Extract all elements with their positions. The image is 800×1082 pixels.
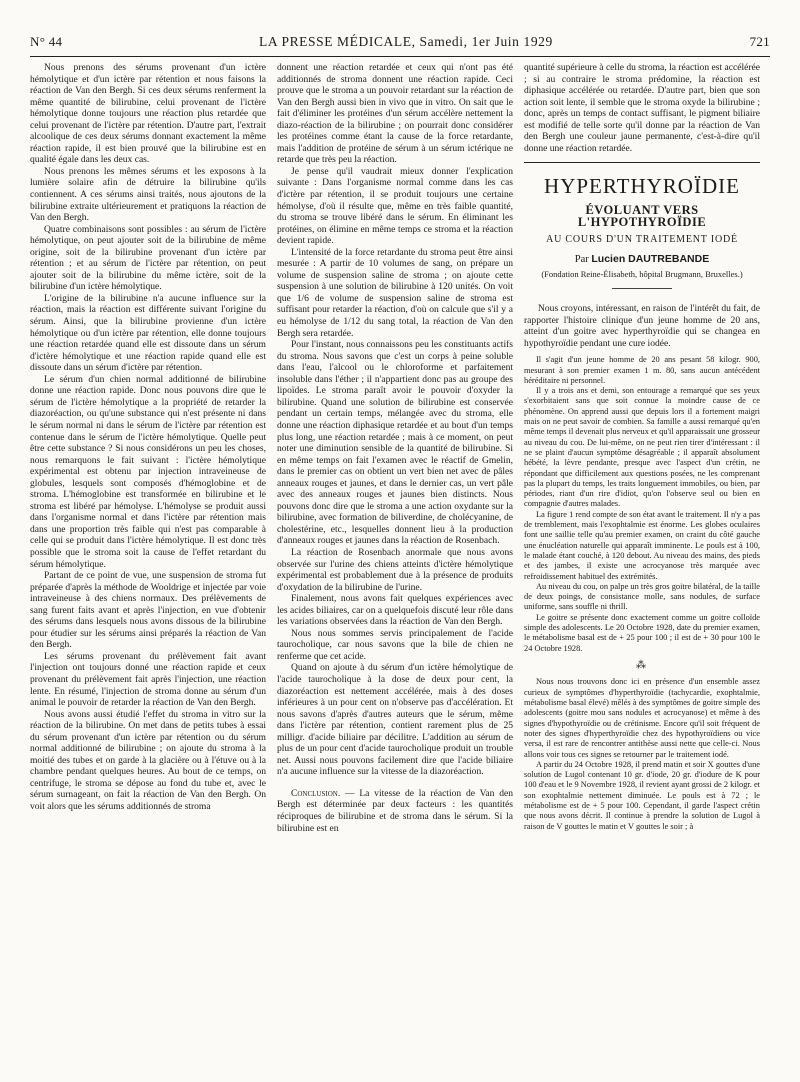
article-separator-rule bbox=[524, 162, 760, 163]
article-subsubtitle: AU COURS D'UN TRAITEMENT IODÉ bbox=[546, 234, 738, 246]
header-rule bbox=[30, 56, 770, 57]
paragraph: Nous avons aussi étudié l'effet du stroma in vitro sur la réaction de la bilirubine. On met dans de petits tubes à essai du sérum provenant d'un ictère par rétention ou du sérum normal additionné de bilirubine ; on ajoute du stroma à la moitié des tubes et on garde à la glacière ou à l'étuve ou à la chambre pendant quelques heures. Au bout de ce temps, on centrifuge, le stroma se dépose au fond du tube et, avec le sérum surnageant, on fait la réaction de Van den Bergh. On voit alors que les sérums additionnés de stroma bbox=[30, 708, 266, 812]
paragraph: La figure 1 rend compte de son état avant le traitement. Il n'y a pas de tremblement, mais l'exophtalmie est énorme. Les globes oculaires font une saillie telle qu'au premier examen, on craint du côté gauche une énucléation naturelle qui apparaît imminente. Le pouls est à 100, le malade étant couché, à 120 debout. Au niveau des mains, des pieds et des jambes, il existe une acrocyanose très marquée avec refroidissement habituel des extrémités. bbox=[524, 509, 760, 581]
paragraph: Nous prenons des sérums provenant d'un ictère hémolytique et d'un ictère par rétention et nous faisons la réaction de Van den Bergh. Si ces deux sérums renferment la même quantité de bilirubine, celui provenant de l'ictère hémolytique donne toujours une réaction plus retardée que celui provenant de l'ictère par rétention. D'autre part, l'extrait alcoolique de ces deux sérums donnant exactement la même réaction rapide, il est bien prouvé que la bilirubine est en qualité égale dans les deux cas. bbox=[30, 62, 266, 166]
conclusion-label: Conclusion. bbox=[291, 787, 341, 799]
column-1 bbox=[30, 62, 266, 1072]
heading-rule bbox=[612, 288, 672, 289]
paragraph: A partir du 24 Octobre 1928, il prend matin et soir X gouttes d'une solution de Lugol contenant 10 gr. d'iode, 20 gr. d'iodure de K pour 100 d'eau et le 9 Novembre 1928, il revient ayant grossi de 2 kilogr. et son exophtalmie nettement diminuée. Le pouls est à 72 ; le métabolisme est de + 5 pour 100. Cependant, il garde l'aspect crétin que nous avons décrit. Il continue à prendre la solution de Lugol à raison de V gouttes le matin et V gouttes le soir ; à bbox=[524, 759, 760, 831]
column-3 bbox=[524, 62, 760, 1072]
paragraph: Je pense qu'il vaudrait mieux donner l'explication suivante : Dans l'organisme normal comme dans les cas d'ictère par rétention, il se produit toujours une certaine hémolyse, d'où il résulte que, même en très faible quantité, du stroma se trouve libéré dans le sérum. En éliminant les protéines, on élimine en même temps ce stroma et la réaction devient rapide. bbox=[277, 165, 513, 247]
paragraph: Partant de ce point de vue, une suspension de stroma fut préparée d'après la méthode de Wooldrige et injectée par voie intraveineuse à des chiens normaux. Des prélèvements de sang furent faits avant et après l'injection, en vue d'obtenir des sérums dans lesquels nous avons dissous de la bilirubine pour étudier sur les sérums ainsi préparés la réaction de Van den Bergh. bbox=[30, 570, 266, 651]
paragraph: Pour l'instant, nous connaissons peu les constituants actifs du stroma. Nous savons que c'est un corps à peine soluble dans l'eau, l'alcool ou le chloroforme et parfaitement insoluble dans l'éther ; il n'appartient donc pas au groupe des lipoïdes. Le stroma paraît avoir le pouvoir d'oxyder la bilirubine. Quand une solution de bilirubine est conservée pendant un certain temps, mélangée avec du stroma, elle donne une réaction diphasique retardée et au bout d'un temps plus long, une réaction retardée ; mais à ce moment, on peut noter une diminution sensible de la quantité de bilirubine. Si en même temps on fait l'examen avec le réactif de Gmelin, dans le premier cas on obtient un vert bien net avec de pâles anneaux rouges et jaunes, et dans le dernier cas, un vert pâle avec des anneaux rouges et jaunes bien distincts. Nous pouvons donc dire que le stroma a une action oxydante sur la bilirubine, avec formation de biliverdine, de cholécyanine, de cholestérine, etc., lesquelles donnent lieu à la production d'anneaux rouges et jaunes dans la réaction de Rosenbach. bbox=[277, 339, 513, 547]
paragraph: Nous prenons les mêmes sérums et les exposons à la lumière solaire afin de détruire la bilirubine qu'ils contiennent. A ces sérums ainsi traités, nous ajoutons de la bilirubine extraite ultérieurement et pratiquons la réaction de Van den Bergh. bbox=[30, 165, 266, 224]
page-number: 721 bbox=[749, 34, 770, 49]
text-columns bbox=[30, 62, 770, 1072]
paragraph: Nous nous trouvons donc ici en présence d'un ensemble assez curieux de symptômes d'hyperthyroïdie (tachycardie, exophtalmie, métabolisme basal élevé) mêlés à des symptômes de goitre simple des adolescents (goitre mou sans nodules et acrocyanose) et même à des signes d'hypothyroïdie ou de crétinisme. Encore qu'il soit fréquent de noter des signes d'hyperthyroïdie chez des hypothyroïdiens ou vice versa, il est rare de rencontrer antithèse aussi nette que celle-ci. Nous allons voir tous ces signes se retourner par le traitement iodé. bbox=[524, 677, 760, 759]
article-title: HYPERTHYROÏDIE bbox=[544, 174, 740, 199]
author-name: Lucien DAUTREBANDE bbox=[591, 253, 710, 266]
discussion bbox=[524, 677, 760, 831]
paragraph: Quand on ajoute à du sérum d'un ictère hémolytique de l'acide taurocholique à la dose de deux pour cent, la diazoréaction est nettement accélérée, mais à des doses inférieures à un pour cent on n'observe pas d'accélération. Et nous savons d'après d'autres auteurs que le sérum, même dans l'ictère par rétention, contient rarement plus de 25 milligr. d'acide biliaire par décilitre. L'addition au sérum de plus de un pour cent d'acide taurocholique produit un trouble net. Aussi nous pouvons facilement dire que l'acide biliaire n'a aucune influence sur la vitesse de la diazoréaction. bbox=[277, 662, 513, 778]
paragraph: Au niveau du cou, on palpe un très gros goitre bilatéral, de la taille de deux poings, de consistance molle, sans nodules, de surface uniforme, sans souffle ni thrill. bbox=[524, 581, 760, 612]
column-3-continuation bbox=[524, 62, 760, 154]
paragraph: Le sérum d'un chien normal additionné de bilirubine donne une réaction rapide. Donc nous pouvons dire que le sérum de l'ictère hémolytique a la propriété de retarder la diazoréaction, ou qu'une substance qui n'est présente ni dans le sérum normal ni dans le sérum de l'ictère par rétention est contenue dans le sérum de l'ictère hémolytique. Quelle peut être cette substance ? Si nous considérons un peu les choses, nous remarquons le fait suivant : l'ictère hémolytique expérimental est obtenu par injection intraveineuse de globules, lesquels sont composés d'hémoglobine et de stroma. L'hémoglobine est transformée en bilirubine et le stroma est libéré par hémolyse. L'hémolyse se produit aussi dans l'organisme normal et dans l'ictère par rétention mais dans une proportion très faible qui n'est pas comparable à celle qui se produit dans l'ictère hémolytique. Il est donc très possible que le stroma soit la cause de l'effet retardant du sérum hémolytique. bbox=[30, 373, 266, 570]
paragraph: Les sérums provenant du prélèvement fait avant l'injection ont toujours donné une réaction rapide et ceux provenant du prélèvement fait après l'injection, une réaction lente. En résumé, l'injection de stroma donne au sérum d'un animal le pouvoir de retarder la réaction de Van den Bergh. bbox=[30, 650, 266, 709]
journal-title: LA PRESSE MÉDICALE, Samedi, 1er Juin 1929 bbox=[259, 34, 553, 49]
issue-number: N° 44 bbox=[30, 34, 63, 49]
paragraph: La réaction de Rosenbach anormale que nous avons observée sur l'urine des chiens atteints d'ictère hémolytique expérimental est probablement due à la présence de produits d'oxydation de la bilirubine de l'urine. bbox=[277, 546, 513, 593]
conclusion-paragraph bbox=[277, 788, 513, 834]
paragraph: Finalement, nous avons fait quelques expériences avec les acides biliaires, car on a quelquefois discuté leur rôle dans les variations observées dans la réaction de Van den Bergh. bbox=[277, 593, 513, 628]
article-intro: Nous croyons, intéressant, en raison de l'intérêt du fait, de rapporter l'histoire clinique d'un jeune homme de 20 ans, atteint d'un goitre avec hyperthyroïdie qui se changea en hypothyroïdie pendant une cure iodée. bbox=[524, 303, 760, 349]
article-subtitle: ÉVOLUANT VERS L'HYPOTHYROÏDIE bbox=[577, 203, 707, 229]
paragraph: Il s'agit d'un jeune homme de 20 ans pesant 58 kilogr. 900, mesurant à son premier examen 1 m. 80, sans aucun antécédent héréditaire ni personnel. bbox=[524, 355, 760, 385]
author-affiliation: (Fondation Reine-Élisabeth, hôpital Brugmann, Bruxelles.) bbox=[541, 268, 743, 279]
column-2 bbox=[277, 62, 513, 1072]
paragraph: Nous nous sommes servis principalement de l'acide taurocholique, car nous savons que la bile de chien ne renferme que cet acide. bbox=[277, 627, 513, 662]
paragraph: Quatre combinaisons sont possibles : au sérum de l'ictère hémolytique, on peut ajouter soit de la bilirubine de même origine, soit de la bilirubine provenant d'un ictère par rétention ; et au sérum de l'ictère par rétention, on peut ajouter soit de la bilirubine du même ictère, soit de la bilirubine d'un ictère hémolytique. bbox=[30, 223, 266, 293]
article-byline: Par Lucien DAUTREBANDE bbox=[574, 253, 710, 266]
section-asterism: ⁂ bbox=[636, 659, 648, 671]
case-report bbox=[524, 355, 760, 654]
running-header bbox=[30, 34, 770, 54]
paragraph: quantité supérieure à celle du stroma, la réaction est accélérée ; si au contraire le stroma prédomine, la réaction est diphasique accélérée ou retardée. D'autre part, bien que son action soit lente, il semble que le stroma oxyde la bilirubine ; donc, après un temps de contact suffisant, le pigment biliaire est modifié de telle sorte qu'il donne par la réaction de Van den Bergh une couleur jaune permanente, c'est-à-dire qu'il donne une réaction retardée. bbox=[524, 62, 760, 154]
paragraph: L'origine de la bilirubine n'a aucune influence sur la réaction, mais la réaction est différente suivant l'origine du sérum. Ainsi, que la bilirubine provienne d'un ictère hémolytique ou d'un ictère par rétention, elle donne toujours une réaction retardée quand elle est dissoute dans un sérum d'ictère hémolytique et une réaction rapide quand elle est dissoute dans un sérum d'ictère par rétention. bbox=[30, 292, 266, 374]
paragraph: Il y a trois ans et demi, son entourage a remarqué que ses yeux s'exorbitaient sans que soit connue la moindre cause de ce phénomène. On apprend aussi que depuis lors il a fortement maigri mais on ne peut savoir de combien. Sa famille a aussi remarqué qu'en même temps il devenait plus nerveux et qu'il apparaissait une grosseur au niveau du cou. De lui-même, on ne peut rien tirer d'intéressant : il ne se plaint d'aucun symptôme désagréable ; il apparaît absolument hébété, la lèvre pendante, presque avec l'aspect d'un crétin, ne répondant que difficilement aux questions posées, ne les comprenant pas la plupart du temps, les traits longuement immobiles, ou bien, par périodes, riant d'un rire d'idiot, qu'on l'observe seul ou bien en compagnie d'autres malades. bbox=[524, 386, 760, 509]
paragraph: Le goitre se présente donc exactement comme un goitre colloïde simple des adolescents. Le 20 Octobre 1928, date du premier examen, le métabolisme basal est de + 25 pour 100 ; il est de + 30 pour 100 le 24 Octobre 1928. bbox=[524, 612, 760, 653]
article-heading bbox=[524, 173, 760, 295]
paragraph: donnent une réaction retardée et ceux qui n'ont pas été additionnés de stroma donnent une réaction rapide. Ceci prouve que le stroma a un pouvoir retardant sur la réaction de Van den Bergh aussi bien in vivo que in vitro. On sait que le fait d'éliminer les protéines d'un sérum accélère nettement la diazo-réaction de la bilirubine ; on pourrait donc considérer les protéines comme étant la cause de la force retardante, mais l'addition de protéine de sérum à un sérum ictérique ne retarde que très peu la réaction. bbox=[277, 62, 513, 166]
conclusion-text: — La vitesse de la réaction de Van den Bergh est déterminée par deux facteurs : les quantités réciproques de bilirubine et de stroma dans le sérum. Si la bilirubine est en bbox=[277, 787, 513, 834]
paragraph: L'intensité de la force retardante du stroma peut être ainsi mesurée : A partir de 10 volumes de sang, on prépare un volume de suspension saline de stroma ; on ajoute cette suspension à une solution de bilirubine à 120 unités. On voit que 1/6 de volume de suspension saline de stroma est suffisant pour retarder la réaction, d'où on calcule que s'il y a eu hémolyse de 1/12 du sang total, la réaction de Van den Bergh sera retardée. bbox=[277, 246, 513, 339]
